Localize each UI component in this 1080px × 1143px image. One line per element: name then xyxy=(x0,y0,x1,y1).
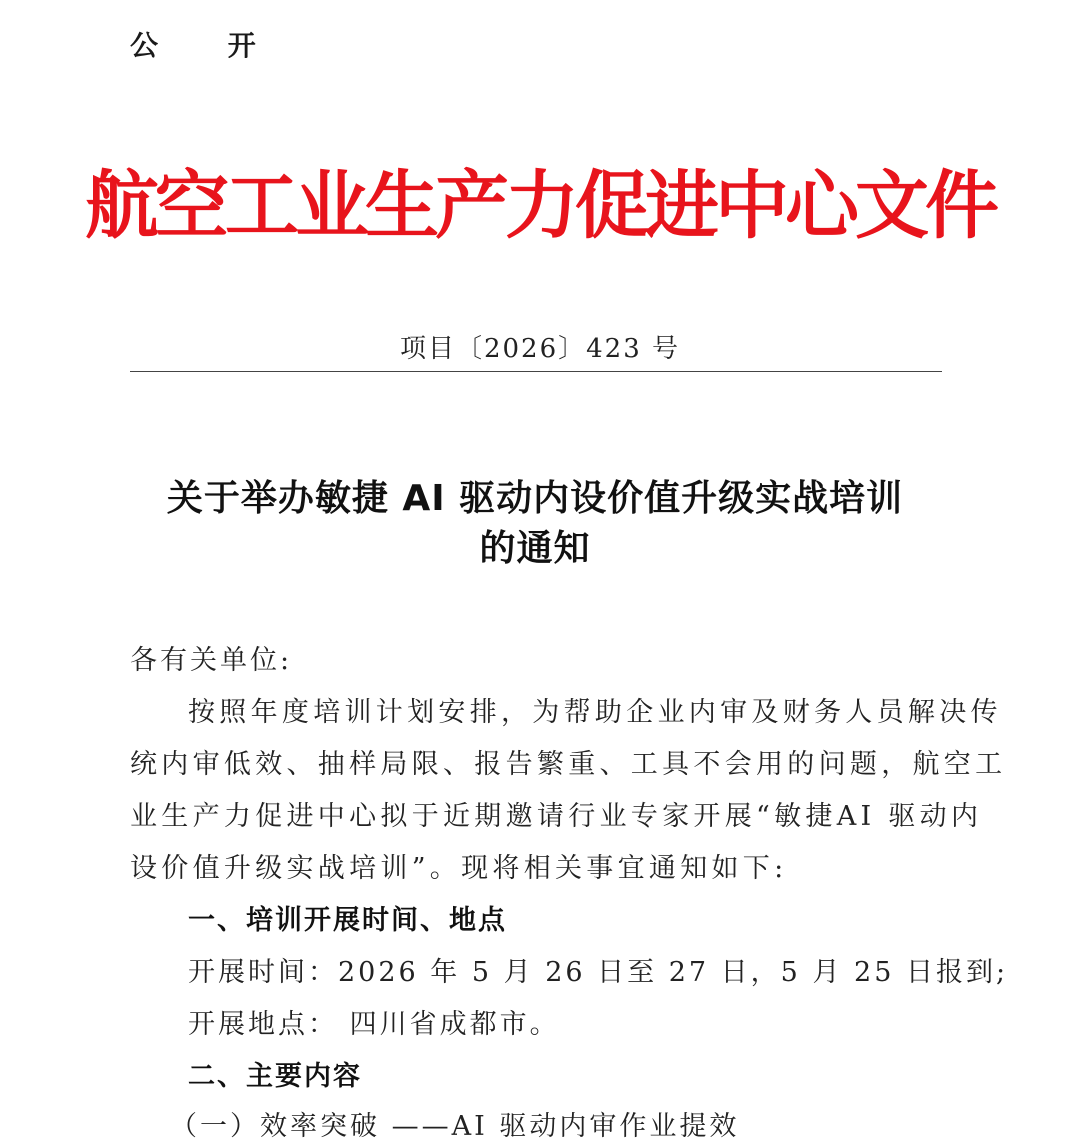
document-title-line-1: 关于举办敏捷 AI 驱动内设价值升级实战培训 xyxy=(166,478,904,519)
section-heading-1: 一、培训开展时间、地点 xyxy=(188,905,507,936)
document-title xyxy=(120,474,950,574)
paragraph-line-1: 按照年度培训计划安排，为帮助企业内审及财务人员解决传 xyxy=(188,697,1002,728)
issuer-red-header: 航空工业生产力促进中心文件 xyxy=(85,163,995,249)
document-number: 项目〔2026〕423 号 xyxy=(399,334,681,364)
salutation: 各有关单位: xyxy=(130,645,293,676)
training-place: 开展地点： 四川省成都市。 xyxy=(188,1009,560,1040)
training-time: 开展时间：2026 年 5 月 26 日至 27 日，5 月 25 日报到; xyxy=(188,957,1009,988)
subsection-heading-1: （一）效率突破 ——AI 驱动内审作业提效 xyxy=(170,1111,740,1142)
classification-label: 公 开 xyxy=(130,29,286,62)
paragraph-line-2: 统内审低效、抽样局限、报告繁重、工具不会用的问题，航空工 xyxy=(130,749,1007,780)
document-title-line-2: 的通知 xyxy=(479,528,591,569)
header-divider xyxy=(130,371,942,372)
section-heading-2: 二、主要内容 xyxy=(188,1061,362,1092)
paragraph-line-3: 业生产力促进中心拟于近期邀请行业专家开展“敏捷AI 驱动内 xyxy=(130,801,983,832)
paragraph-line-4: 设价值升级实战培训”。现将相关事宜通知如下: xyxy=(130,853,788,884)
